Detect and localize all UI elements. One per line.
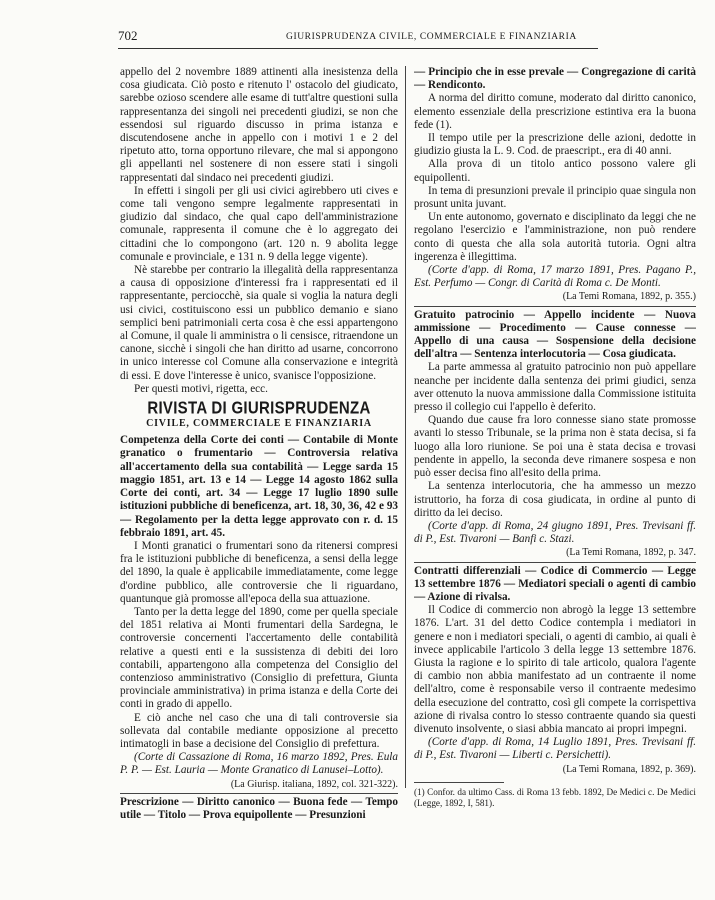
source-reference: (La Temi Romana, 1892, p. 355.) [562,291,696,303]
separator [414,562,696,563]
separator [414,306,696,307]
paragraph: Un ente autonomo, governato e disciplinato da leggi che ne regolano l'esercizio e l'amministrazione, non può rendere conto di questa che alla sola autorità tutoria. Ogni altra ingerenza è illegittima. [414,211,696,263]
paragraph: Quando due cause fra loro connesse siano state promosse avanti lo stesso Tribunale, se la prima non è stata decisa, si fa luogo alla loro riunione. Se poi una è stata decisa e trovasi pendente in appello, la seconda deve rimanere sospesa e non può esser decisa fino all'esito della prima. [414,414,696,480]
paragraph: E ciò anche nel caso che una di tali controversie sia sollevata dal contabile mediante opposizione al precetto intimatogli in base a decisione del Consiglio di prefettura. [120,711,398,750]
case-heading: Prescrizione — Diritto canonico — Buona fede — Tempo utile — Titolo — Prova equipollente — Presunzioni [120,795,398,821]
paragraph: La parte ammessa al gratuito patrocinio non può appellare neanche per incidente dalla sentenza dei primi giudici, senza aver ottenuto la nuova ammissione dalla Commissione istituita presso il collegio cui l'appello è deferito. [414,361,696,414]
paragraph: Alla prova di un titolo antico possono valere gli equipollenti. [414,158,696,184]
paragraph: Il Codice di commercio non abrogò la legge 13 settembre 1876. L'art. 31 del detto Codice contempla i mediatori in genere e non i mediatori speciali, o agenti di cambio, ai quali è invece applicabile l'articolo 3 della legge 13 settembre 1876. Giusta la ragione e lo spirito di tale articolo, qualora l'agente di cambio non abbia manifestato ad un contraente il nome dell'altro, come è responsabile verso il contraente medesimo della esecuzione del contratto, così gli compete la corrispettiva azione di rivalsa contro lo stesso contraente quando sia questi divenuto insolvente, o siasi abbia mancato ai propri impegni. [414,604,696,735]
paragraph: Nè starebbe per contrario la illegalità della rappresentanza a causa di opposizione d'interessi fra i rappresentati ed il rappresentante, perciocchè, sia quale si voglia la natura degli usi civici, costituiscono essi un pubblico demanio e siano semplici beni patrimoniali certa cosa è che essi appartengono al Comune, il quale li amministra o li censisce, ritraendone un canone, sicchè i singoli che han diritto ad usarne, concorrono in unico interesse col Comune alla conservazione e integrità di essi. E dove l'interesse è unico, svanisce l'opposizione. [120,264,398,382]
column-divider [405,66,406,788]
paragraph: appello del 2 novembre 1889 attinenti alla inesistenza della cosa giudicata. Ciò posto e ritenuto l' ostacolo del giudicato, sarebbe ozioso scendere alle esame di tutt'altre questioni sulla rappresentanza dei singoli nei precedenti giudizi, se non che essendosi sul riguardo discusso in prima istanza e discutendosene anche in appello con i motivi 1 e 2 del ripetuto atto, torna opportuno rilevare, che mal si appongono gli appellanti nel sostenere di non essere stati i singoli rappresentati dal sindaco nei precedenti giudizi. [120,66,398,184]
section-subtitle: CIVILE, COMMERCIALE E FINANZIARIA [146,418,372,430]
footnote: (1) Confor. da ultimo Cass. di Roma 13 febb. 1892, De Medici c. De Medici (Legge, 1892, I, 581). [414,786,696,808]
paragraph: In effetti i singoli per gli usi civici agirebbero uti cives e come tali vengono sempre legalmente rappresentati in giudizio dal sindaco, che qual capo dell'amministrazione comunale, rappresenta il comune che è lo aggregato dei cittadini che lo compongono (art. 120 n. 9 abolita legge comunale e provinciale, e 131 n. 9 della legge vigente). [120,184,398,263]
left-column [120,66,398,886]
case-citation: (Corte d'app. di Roma, 14 Luglio 1891, Pres. Trevisani ff. di P., Est. Tivaroni — Liberti c. Persichetti). [414,736,696,762]
source-reference: (La Temi Romana, 1892, p. 369). [562,763,696,775]
footnote-rule [414,782,504,783]
paragraph: Per questi motivi, rigetta, ecc. [134,382,268,395]
source-reference: (La Giurisp. italiana, 1892, col. 321-322). [230,778,398,790]
case-heading: Contratti differenziali — Codice di Commercio — Legge 13 settembre 1876 — Mediatori speciali o agenti di cambio — Azione di rivalsa. [414,564,696,603]
page-header [118,26,598,49]
separator [120,793,398,794]
right-column [414,66,696,886]
paragraph: A norma del diritto comune, moderato dal diritto canonico, elemento essenziale della prescrizione estintiva era la buona fede (1). [414,92,696,131]
case-heading: Competenza della Corte dei conti — Contabile di Monte granatico o frumentario — Controversia relativa all'accertamento della sua contabilità — Legge sarda 15 maggio 1851, art. 13 e 14 — Legge 14 agosto 1862 sulla Corte dei conti, art. 34 — Legge 17 luglio 1890 sulle istituzioni pubbliche di beneficenza, art. 18, 30, 36, 42 e 93 — Regolamento per la detta legge approvato con r. d. 15 febbraio 1891, art. 45. [120,434,398,539]
section-title: RIVISTA DI GIURISPRUDENZA [147,398,371,419]
paragraph: La sentenza interlocutoria, che ha ammesso un mezzo istruttorio, ha forza di cosa giudicata, in ordine al punto di diritto da lei deciso. [414,480,696,519]
case-citation: (Corte d'app. di Roma, 24 giugno 1891, Pres. Trevisani ff. di P., Est. Tivaroni — Banfi c. Stazi. [414,519,696,546]
paragraph: Tanto per la detta legge del 1890, come per quella speciale del 1851 relativa ai Monti frumentari della Sardegna, le controversie concernenti l'accertamento delle contabilità relative a questi enti e la sussistenza di debiti dei loro contabili, appartengono alla competenza del Consiglio del contenzioso amministrativo (Consiglio di prefettura, Giunta provinciale amministrativa) in prima istanza e della Corte dei conti in grado di appello. [120,605,398,711]
case-citation: (Corte d'app. di Roma, 17 marzo 1891, Pres. Pagano P., Est. Perfumo — Congr. di Carità di Roma c. De Monti. [414,264,696,290]
paragraph: In tema di presunzioni prevale il principio quae singula non prosunt unita juvant. [414,184,696,211]
page-number: 702 [118,28,138,43]
case-heading: Gratuito patrocinio — Appello incidente — Nuova ammissione — Procedimento — Cause connesse — Appello di una causa — Sospensione della decisione dell'altra — Sentenza interlocutoria — Cosa giudicata. [414,308,696,361]
paragraph: Il tempo utile per la prescrizione delle azioni, dedotte in giudizio giusta la L. 9. Cod. de praescript., era di 40 anni. [414,132,696,158]
source-reference: (La Temi Romana, 1892, p. 347. [566,547,696,559]
case-citation: (Corte di Cassazione di Roma, 16 marzo 1892, Pres. Eula P. P. — Est. Lauria — Monte Granatico di Lanusei–Lotto). [120,751,398,777]
case-heading-continued: — Principio che in esse prevale — Congregazione di carità — Rendiconto. [414,66,696,92]
paragraph: I Monti granatici o frumentari sono da ritenersi compresi fra le istituzioni pubbliche di beneficenza, a sensi della legge del 1890, la quale è applicabile immediatamente, come legge d'ordine pubblico, alle controversie che li riguardano, quantunque già promosse all'epoca della sua attuazione. [120,539,398,605]
running-head: GIURISPRUDENZA CIVILE, COMMERCIALE E FINANZIARIA [286,32,577,42]
